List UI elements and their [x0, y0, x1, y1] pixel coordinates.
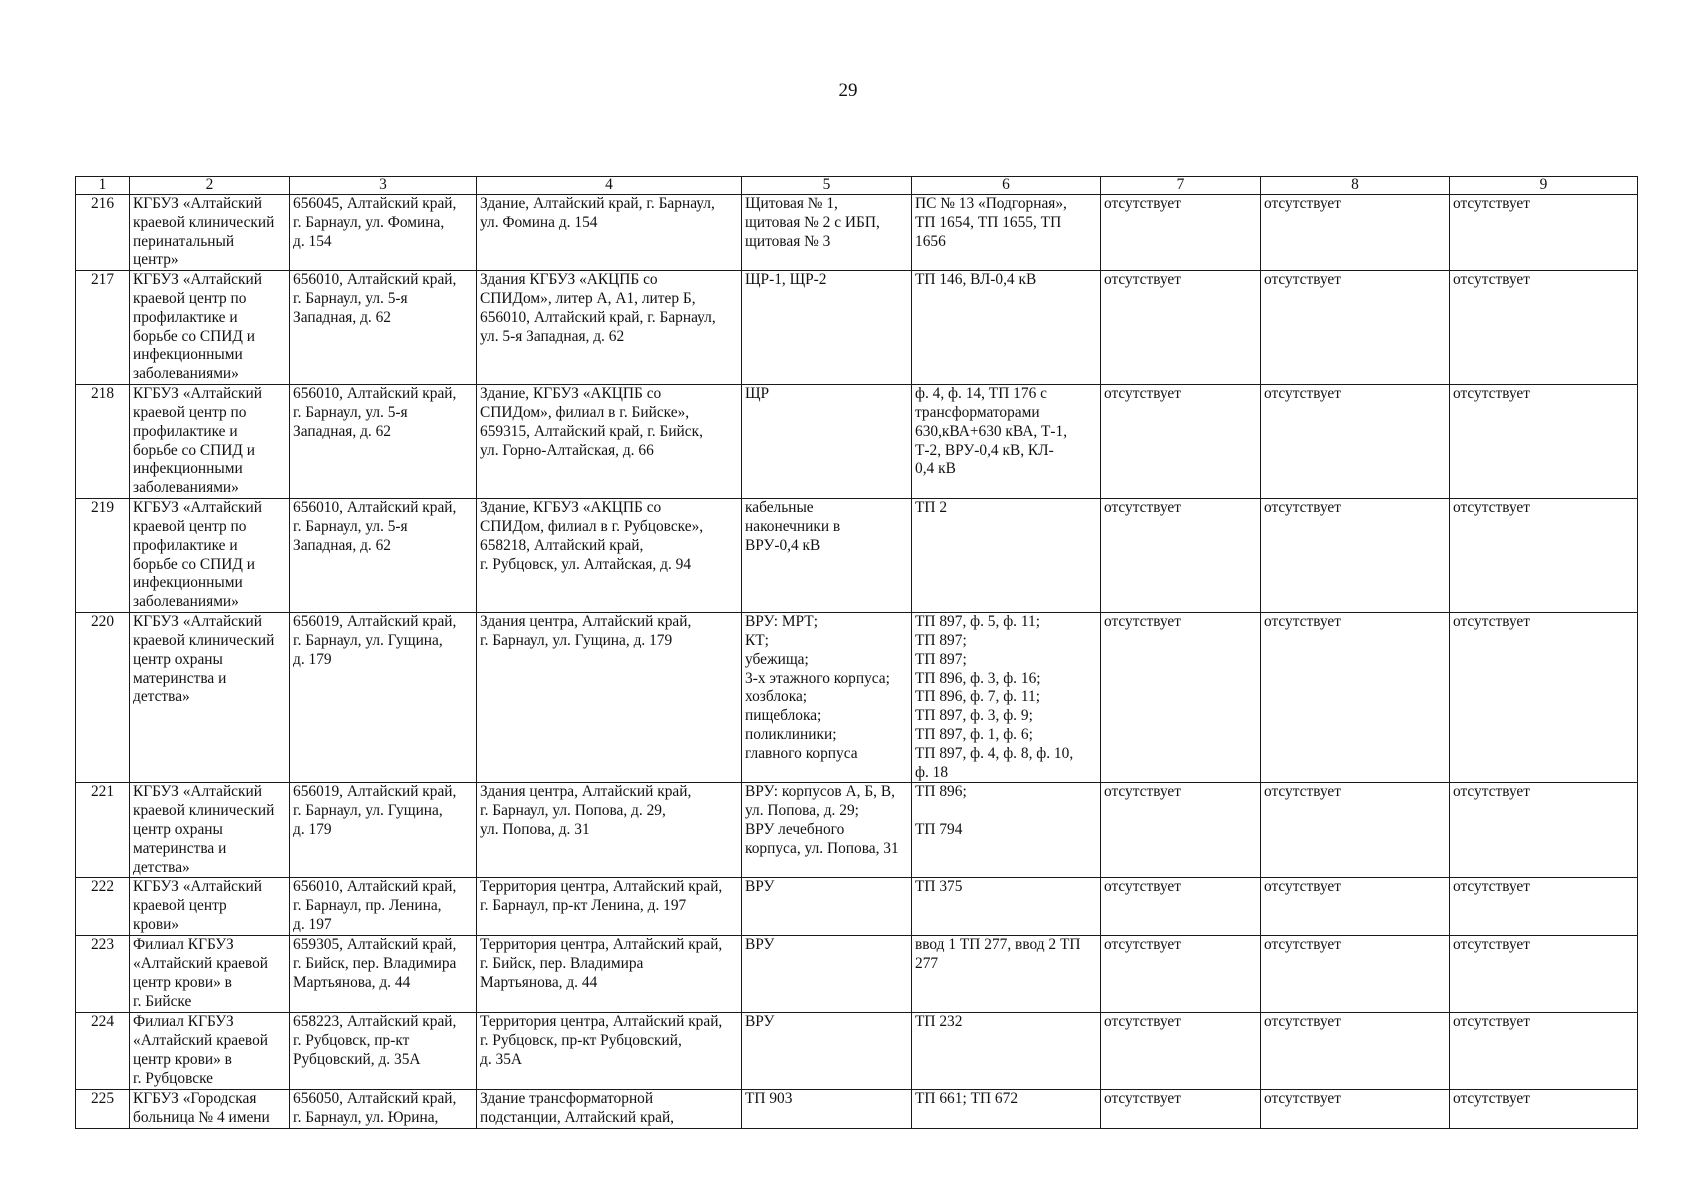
- column-header: 9: [1450, 177, 1638, 195]
- switchboard-cell: ВРУ: [742, 1013, 912, 1090]
- object-cell: Территория центра, Алтайский край, г. Рубцовск, пр-кт Рубцовский, д. 35А: [477, 1013, 742, 1090]
- institution-cell: КГБУЗ «Алтайский краевой клинический перинатальный центр»: [130, 195, 290, 271]
- col7-cell: отсутствует: [1101, 385, 1261, 499]
- col8-cell: отсутствует: [1261, 1013, 1450, 1090]
- table-row: [76, 783, 1638, 878]
- object-cell: Здание трансформаторной подстанции, Алтайский край,: [477, 1090, 742, 1129]
- col9-cell: отсутствует: [1450, 195, 1638, 271]
- switchboard-cell: ЩР: [742, 385, 912, 499]
- institution-cell: КГБУЗ «Алтайский краевой клинический центр охраны материнства и детства»: [130, 613, 290, 783]
- switchboard-cell: ЩР-1, ЩР-2: [742, 271, 912, 385]
- column-header: 6: [912, 177, 1101, 195]
- col7-cell: отсутствует: [1101, 271, 1261, 385]
- col8-cell: отсутствует: [1261, 385, 1450, 499]
- power-source-cell: ТП 897, ф. 5, ф. 11; ТП 897; ТП 897; ТП 896, ф. 3, ф. 16; ТП 896, ф. 7, ф. 11; ТП 897, ф. 3, ф. 9; ТП 897, ф. 1, ф. 6; ТП 897, ф. 4, ф. 8, ф. 10, ф. 18: [912, 613, 1101, 783]
- legal-address-cell: 656010, Алтайский край, г. Барнаул, пр. Ленина, д. 197: [290, 878, 477, 936]
- table-row: [76, 499, 1638, 613]
- col9-cell: отсутствует: [1450, 271, 1638, 385]
- legal-address-cell: 659305, Алтайский край, г. Бийск, пер. Владимира Мартьянова, д. 44: [290, 936, 477, 1013]
- institution-cell: КГБУЗ «Алтайский краевой центр крови»: [130, 878, 290, 936]
- legal-address-cell: 656010, Алтайский край, г. Барнаул, ул. 5-я Западная, д. 62: [290, 385, 477, 499]
- legal-address-cell: 656010, Алтайский край, г. Барнаул, ул. 5-я Западная, д. 62: [290, 499, 477, 613]
- col9-cell: отсутствует: [1450, 1013, 1638, 1090]
- col9-cell: отсутствует: [1450, 1090, 1638, 1129]
- row-number-cell: 220: [76, 613, 130, 783]
- switchboard-cell: ВРУ: МРТ; КТ; убежища; 3-х этажного корпуса; хозблока; пищеблока; поликлиники; главного корпуса: [742, 613, 912, 783]
- institution-cell: Филиал КГБУЗ «Алтайский краевой центр крови» в г. Бийске: [130, 936, 290, 1013]
- col8-cell: отсутствует: [1261, 936, 1450, 1013]
- legal-address-cell: 656019, Алтайский край, г. Барнаул, ул. Гущина, д. 179: [290, 613, 477, 783]
- legal-address-cell: 658223, Алтайский край, г. Рубцовск, пр-кт Рубцовский, д. 35А: [290, 1013, 477, 1090]
- table-row: [76, 1013, 1638, 1090]
- col7-cell: отсутствует: [1101, 936, 1261, 1013]
- power-source-cell: ПС № 13 «Подгорная», ТП 1654, ТП 1655, ТП 1656: [912, 195, 1101, 271]
- switchboard-cell: Щитовая № 1, щитовая № 2 с ИБП, щитовая № 3: [742, 195, 912, 271]
- col9-cell: отсутствует: [1450, 936, 1638, 1013]
- table-row: [76, 878, 1638, 936]
- column-header: 3: [290, 177, 477, 195]
- power-source-cell: ТП 896; ТП 794: [912, 783, 1101, 878]
- column-header: 1: [76, 177, 130, 195]
- legal-address-cell: 656010, Алтайский край, г. Барнаул, ул. 5-я Западная, д. 62: [290, 271, 477, 385]
- row-number-cell: 218: [76, 385, 130, 499]
- data-table: [75, 176, 1638, 1129]
- table-row: [76, 613, 1638, 783]
- power-source-cell: ТП 146, ВЛ-0,4 кВ: [912, 271, 1101, 385]
- col7-cell: отсутствует: [1101, 783, 1261, 878]
- column-header: 7: [1101, 177, 1261, 195]
- col8-cell: отсутствует: [1261, 271, 1450, 385]
- power-source-cell: ввод 1 ТП 277, ввод 2 ТП 277: [912, 936, 1101, 1013]
- object-cell: Здание, КГБУЗ «АКЦПБ со СПИДом», филиал в г. Бийске», 659315, Алтайский край, г. Бийск, ул. Горно-Алтайская, д. 66: [477, 385, 742, 499]
- object-cell: Здания центра, Алтайский край, г. Барнаул, ул. Гущина, д. 179: [477, 613, 742, 783]
- row-number-cell: 219: [76, 499, 130, 613]
- legal-address-cell: 656019, Алтайский край, г. Барнаул, ул. Гущина, д. 179: [290, 783, 477, 878]
- switchboard-cell: ВРУ: [742, 878, 912, 936]
- col9-cell: отсутствует: [1450, 385, 1638, 499]
- row-number-cell: 221: [76, 783, 130, 878]
- row-number-cell: 225: [76, 1090, 130, 1129]
- col8-cell: отсутствует: [1261, 195, 1450, 271]
- col9-cell: отсутствует: [1450, 878, 1638, 936]
- row-number-cell: 217: [76, 271, 130, 385]
- institution-cell: КГБУЗ «Городская больница № 4 имени: [130, 1090, 290, 1129]
- object-cell: Здание, КГБУЗ «АКЦПБ со СПИДом, филиал в г. Рубцовске», 658218, Алтайский край, г. Рубцовск, ул. Алтайская, д. 94: [477, 499, 742, 613]
- col9-cell: отсутствует: [1450, 783, 1638, 878]
- object-cell: Здание, Алтайский край, г. Барнаул, ул. Фомина д. 154: [477, 195, 742, 271]
- table-row: [76, 385, 1638, 499]
- column-header: 8: [1261, 177, 1450, 195]
- row-number-cell: 224: [76, 1013, 130, 1090]
- col8-cell: отсутствует: [1261, 783, 1450, 878]
- power-source-cell: ф. 4, ф. 14, ТП 176 с трансформаторами 630,кВА+630 кВА, Т-1, Т-2, ВРУ-0,4 кВ, КЛ- 0,4 кВ: [912, 385, 1101, 499]
- power-source-cell: ТП 375: [912, 878, 1101, 936]
- switchboard-cell: ТП 903: [742, 1090, 912, 1129]
- col9-cell: отсутствует: [1450, 499, 1638, 613]
- col7-cell: отсутствует: [1101, 878, 1261, 936]
- object-cell: Территория центра, Алтайский край, г. Бийск, пер. Владимира Мартьянова, д. 44: [477, 936, 742, 1013]
- object-cell: Здания КГБУЗ «АКЦПБ со СПИДом», литер А, А1, литер Б, 656010, Алтайский край, г. Барнаул, ул. 5-я Западная, д. 62: [477, 271, 742, 385]
- row-number-cell: 223: [76, 936, 130, 1013]
- legal-address-cell: 656045, Алтайский край, г. Барнаул, ул. Фомина, д. 154: [290, 195, 477, 271]
- power-source-cell: ТП 232: [912, 1013, 1101, 1090]
- column-header: 5: [742, 177, 912, 195]
- row-number-cell: 222: [76, 878, 130, 936]
- row-number-cell: 216: [76, 195, 130, 271]
- institution-cell: КГБУЗ «Алтайский краевой клинический центр охраны материнства и детства»: [130, 783, 290, 878]
- col8-cell: отсутствует: [1261, 1090, 1450, 1129]
- table-row: [76, 936, 1638, 1013]
- col8-cell: отсутствует: [1261, 499, 1450, 613]
- table-row: [76, 271, 1638, 385]
- switchboard-cell: кабельные наконечники в ВРУ-0,4 кВ: [742, 499, 912, 613]
- switchboard-cell: ВРУ: корпусов А, Б, В, ул. Попова, д. 29; ВРУ лечебного корпуса, ул. Попова, 31: [742, 783, 912, 878]
- column-header: 2: [130, 177, 290, 195]
- institution-cell: КГБУЗ «Алтайский краевой центр по профилактике и борьбе со СПИД и инфекционными заболеваниями»: [130, 271, 290, 385]
- institution-cell: Филиал КГБУЗ «Алтайский краевой центр крови» в г. Рубцовске: [130, 1013, 290, 1090]
- col7-cell: отсутствует: [1101, 1090, 1261, 1129]
- col9-cell: отсутствует: [1450, 613, 1638, 783]
- col7-cell: отсутствует: [1101, 195, 1261, 271]
- object-cell: Территория центра, Алтайский край, г. Барнаул, пр-кт Ленина, д. 197: [477, 878, 742, 936]
- page-number: 29: [838, 80, 858, 101]
- col7-cell: отсутствует: [1101, 613, 1261, 783]
- table-row: [76, 1090, 1638, 1129]
- institution-cell: КГБУЗ «Алтайский краевой центр по профилактике и борьбе со СПИД и инфекционными заболеваниями»: [130, 385, 290, 499]
- power-source-cell: ТП 661; ТП 672: [912, 1090, 1101, 1129]
- col7-cell: отсутствует: [1101, 499, 1261, 613]
- switchboard-cell: ВРУ: [742, 936, 912, 1013]
- col7-cell: отсутствует: [1101, 1013, 1261, 1090]
- object-cell: Здания центра, Алтайский край, г. Барнаул, ул. Попова, д. 29, ул. Попова, д. 31: [477, 783, 742, 878]
- column-header: 4: [477, 177, 742, 195]
- header-row: [76, 177, 1638, 195]
- col8-cell: отсутствует: [1261, 613, 1450, 783]
- power-source-cell: ТП 2: [912, 499, 1101, 613]
- legal-address-cell: 656050, Алтайский край, г. Барнаул, ул. Юрина,: [290, 1090, 477, 1129]
- table-row: [76, 195, 1638, 271]
- col8-cell: отсутствует: [1261, 878, 1450, 936]
- institution-cell: КГБУЗ «Алтайский краевой центр по профилактике и борьбе со СПИД и инфекционными заболеваниями»: [130, 499, 290, 613]
